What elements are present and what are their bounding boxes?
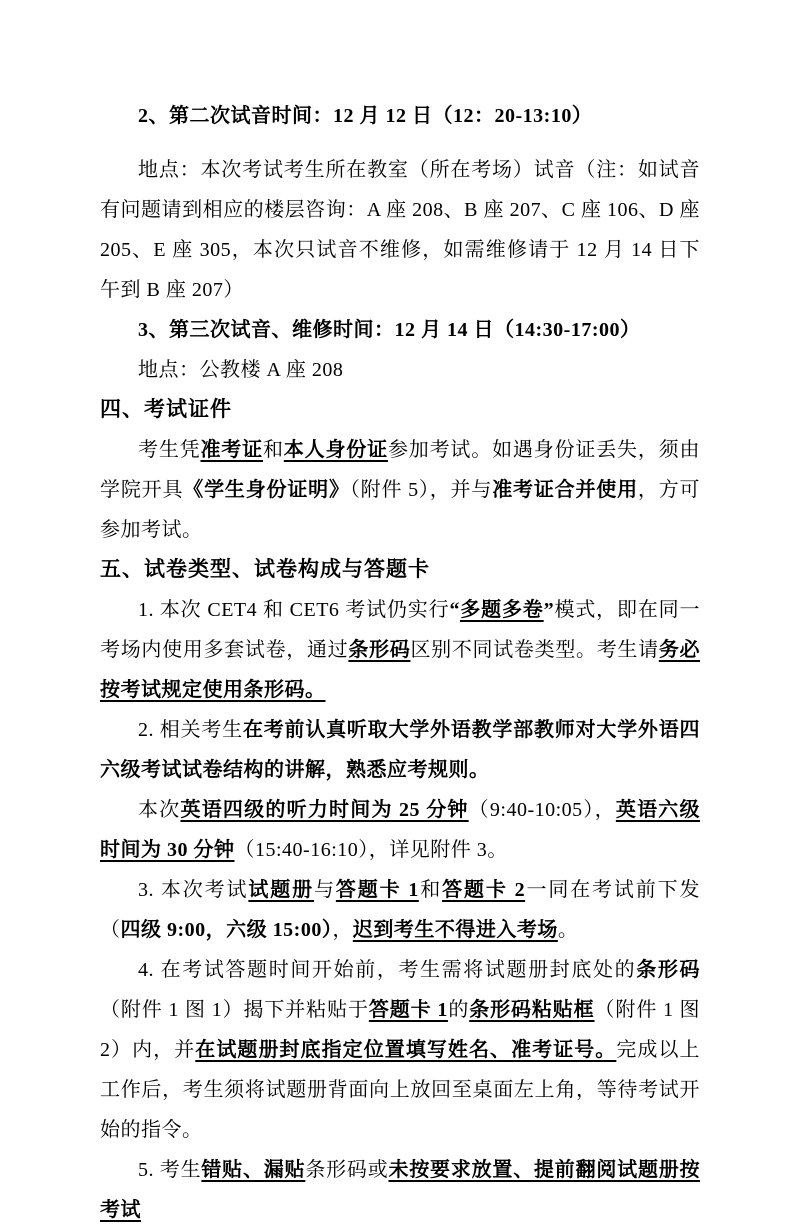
text-segment: 2. 相关考生 [138,719,243,741]
text-segment: 准考证合并使用 [492,479,638,501]
text-segment: 1. 本次 CET4 和 CET6 考试仍实行 [138,599,450,621]
text-segment: 地点：本次考试考生所在教室（所在考场）试音（注：如试音有问题请到相应的楼层咨询：A 座 208、B 座 207、C 座 106、D 座 205、E 座 305，本次只试音不维修，如需维修请于 12 月 14 日下午到 B 座 207） [100,159,700,301]
text-segment: 条形码 [636,959,701,981]
text-segment: 区别不同试卷类型。考生请 [410,639,659,661]
text-segment: 3、第三次试音、维修时间：12 月 14 日（14:30-17:00） [138,319,641,341]
para-item-2-listen-lecture [100,710,700,790]
text-segment: 五、试卷类型、试卷构成与答题卡 [100,558,430,581]
text-segment: 条形码或 [305,1159,389,1181]
text-segment: ，方可参加考试。 [100,479,701,541]
text-segment: 和 [262,439,284,461]
text-segment: 与 [313,879,336,901]
text-segment: 四级 9:00，六级 15:00） [120,919,333,941]
text-segment: 英语六级时间为 30 分钟 [100,799,701,861]
text-segment: 四、考试证件 [100,398,232,421]
text-segment: 英语四级的听力时间为 25 分钟 [180,799,469,821]
text-segment: 地点：公教楼 A 座 208 [138,359,344,381]
para-listening-time [100,790,700,870]
text-segment: 完成以上工作后，考生须将试题册背面向上放回至桌面左上角，等待考试开始的指令。 [100,1039,701,1141]
text-segment: ， [332,919,353,941]
text-segment: 4. 在考试答题时间开始前，考生需将试题册封底处的 [138,959,637,981]
para-exam-credentials [100,430,700,550]
heading-section-five [100,550,700,590]
text-segment: （附件 1 图 2）内，并 [100,999,700,1061]
text-segment: 本人身份证 [283,439,388,461]
text-segment: 的 [447,999,470,1021]
text-segment: ” [543,599,555,621]
text-segment: 准考证 [200,439,263,461]
text-segment: 答题卡 1 [335,879,419,901]
text-segment: 5. 考生 [138,1159,202,1181]
para-third-sound-check-heading [100,310,700,350]
text-segment: 模式，即在同一考场内使用多套试卷，通过 [100,599,701,661]
text-segment: 条形码粘贴框 [469,999,595,1021]
para-item-1-multi-paper [100,590,700,710]
text-segment: 未按要求放置、提前翻阅试题册按考试 [100,1159,701,1221]
para-item-3-handout [100,870,700,950]
text-segment: 。 [557,919,579,941]
text-segment: 参加考试。如遇身份证丢失，须由学院开具 [100,439,701,501]
text-segment: 多题多卷 [459,599,544,621]
text-segment: （9:40-10:05）， [468,799,616,821]
text-segment: 3. 本次考试 [138,879,249,901]
heading-section-four [100,390,700,430]
text-segment: 条形码 [348,639,411,661]
para-sound-check-location [100,150,700,310]
text-segment: “ [449,599,460,621]
text-segment: 在试题册封底指定位置填写姓名、准考证号。 [195,1039,617,1061]
text-segment: 本次 [138,799,181,821]
text-segment: 《学生身份证明》 [183,479,350,501]
text-segment: 务必按考试规定使用条形码。 [100,639,701,701]
text-segment: （附件 1 图 1）揭下并粘贴于 [100,999,369,1021]
text-segment: （附件 5），并与 [349,479,493,501]
para-item-5-violations [100,1150,700,1230]
para-second-sound-check-heading [100,96,700,136]
text-segment: 和 [418,879,443,901]
text-segment: 答题卡 2 [442,879,526,901]
text-segment: 错贴、漏贴 [201,1159,306,1181]
text-segment: 试题册 [248,879,314,901]
text-segment: 迟到考生不得进入考场 [352,919,558,941]
text-segment: 考生凭 [138,439,201,461]
para-item-4-barcode [100,950,700,1150]
text-segment: 答题卡 1 [368,999,448,1021]
text-segment: 一同在考试前下发（ [100,879,701,941]
para-repair-location [100,350,700,390]
text-segment: 2、第二次试音时间：12 月 12 日（12：20-13:10） [138,105,593,127]
text-segment: 在考前认真听取大学外语教学部教师对大学外语四六级考试试卷结构的讲解，熟悉应考规则。 [100,719,701,781]
text-segment: （15:40-16:10），详见附件 3。 [234,839,508,861]
